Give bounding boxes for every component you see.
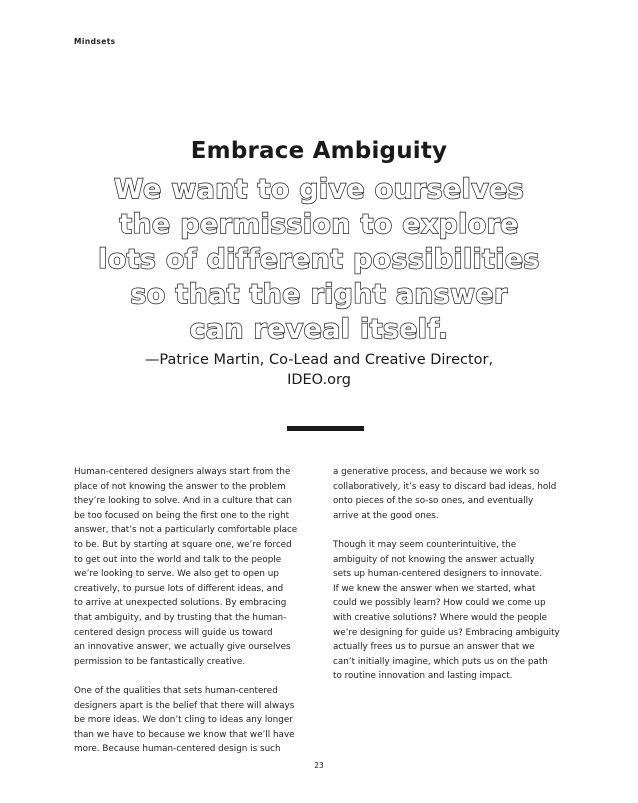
text-line: ambiguity of not knowing the answer actually (333, 554, 535, 565)
text-line: to routine innovation and lasting impact. (333, 671, 513, 682)
section-divider (287, 426, 364, 431)
text-line: could we possibly learn? How could we come up (333, 598, 546, 609)
text-line: permission to be fantastically creative. (74, 656, 246, 667)
body-paragraph (333, 538, 583, 684)
text-line: than we have to because we know that we’ll have (74, 729, 295, 740)
text-line: can’t initially imagine, which puts us on the path (333, 656, 548, 667)
text-line: arrive at the good ones. (333, 510, 439, 521)
paragraph-spacer (74, 669, 324, 684)
text-line: a generative process, and because we work so (333, 467, 540, 477)
text-line: actually frees us to pursue an answer that we (333, 642, 535, 653)
text-line: Human-centered designers always start from the (74, 467, 291, 477)
text-line: answer, that’s not a particularly comfortable place (74, 525, 298, 536)
text-line: centered design process will guide us toward (74, 627, 273, 638)
text-line: we’re looking to serve. We also get to open up (74, 569, 279, 580)
text-line: place of not knowing the answer to the problem (74, 481, 286, 492)
attribution-name: —Patrice Martin, Co-Lead and Creative Director, (144, 352, 494, 368)
body-paragraph (333, 465, 583, 523)
text-line: onto pieces of the so-so ones, and eventually (333, 496, 534, 507)
text-line: to get out into the world and talk to the people (74, 554, 282, 565)
quote-line: the permission to explore (119, 209, 519, 240)
text-line: One of the qualities that sets human-centered (74, 685, 278, 696)
text-line: with creative solutions? Where would the people (333, 612, 548, 623)
text-line: If we knew the answer when we started, what (333, 583, 536, 594)
page-number: 23 (314, 761, 324, 770)
text-line: sets up human-centered designers to innovate. (333, 569, 542, 580)
quote-line: lots of different possibilities (98, 244, 540, 275)
attribution-organization: IDEO.org (287, 372, 351, 388)
text-line: designers apart is the belief that there will always (74, 700, 295, 711)
text-line: to arrive at unexpected solutions. By embracing (74, 598, 287, 609)
section-label: Mindsets (74, 37, 116, 46)
body-paragraph (74, 465, 324, 669)
text-line: they’re looking to solve. And in a culture that can (74, 496, 292, 507)
body-column-right (333, 465, 583, 684)
body-column-left (74, 465, 324, 757)
text-line: Though it may seem counterintuitive, the (333, 539, 517, 550)
text-line: creatively, to pursue lots of different ideas, and (74, 583, 284, 594)
text-line: be more ideas. We don’t cling to ideas any longer (74, 715, 293, 726)
quote-line: so that the right answer (130, 279, 508, 310)
page-title: Embrace Ambiguity (190, 138, 448, 164)
text-line: be too focused on being the first one to the right (74, 510, 290, 521)
quote-line: We want to give ourselves (113, 174, 525, 205)
text-line: collaboratively, it’s easy to discard bad ideas, hold (333, 481, 557, 492)
text-line: to be. But by starting at square one, we’re forced (74, 539, 292, 550)
text-line: that ambiguity, and by trusting that the human- (74, 612, 287, 623)
paragraph-spacer (333, 523, 583, 538)
text-line: an innovative answer, we actually give ourselves (74, 642, 291, 653)
text-line: more. Because human-centered design is such (74, 744, 281, 755)
body-paragraph (74, 684, 324, 757)
pull-quote (0, 172, 638, 347)
quote-line: can reveal itself. (189, 314, 449, 345)
text-line: we’re designing for guide us? Embracing ambiguity (333, 627, 560, 638)
quote-attribution (0, 350, 638, 390)
